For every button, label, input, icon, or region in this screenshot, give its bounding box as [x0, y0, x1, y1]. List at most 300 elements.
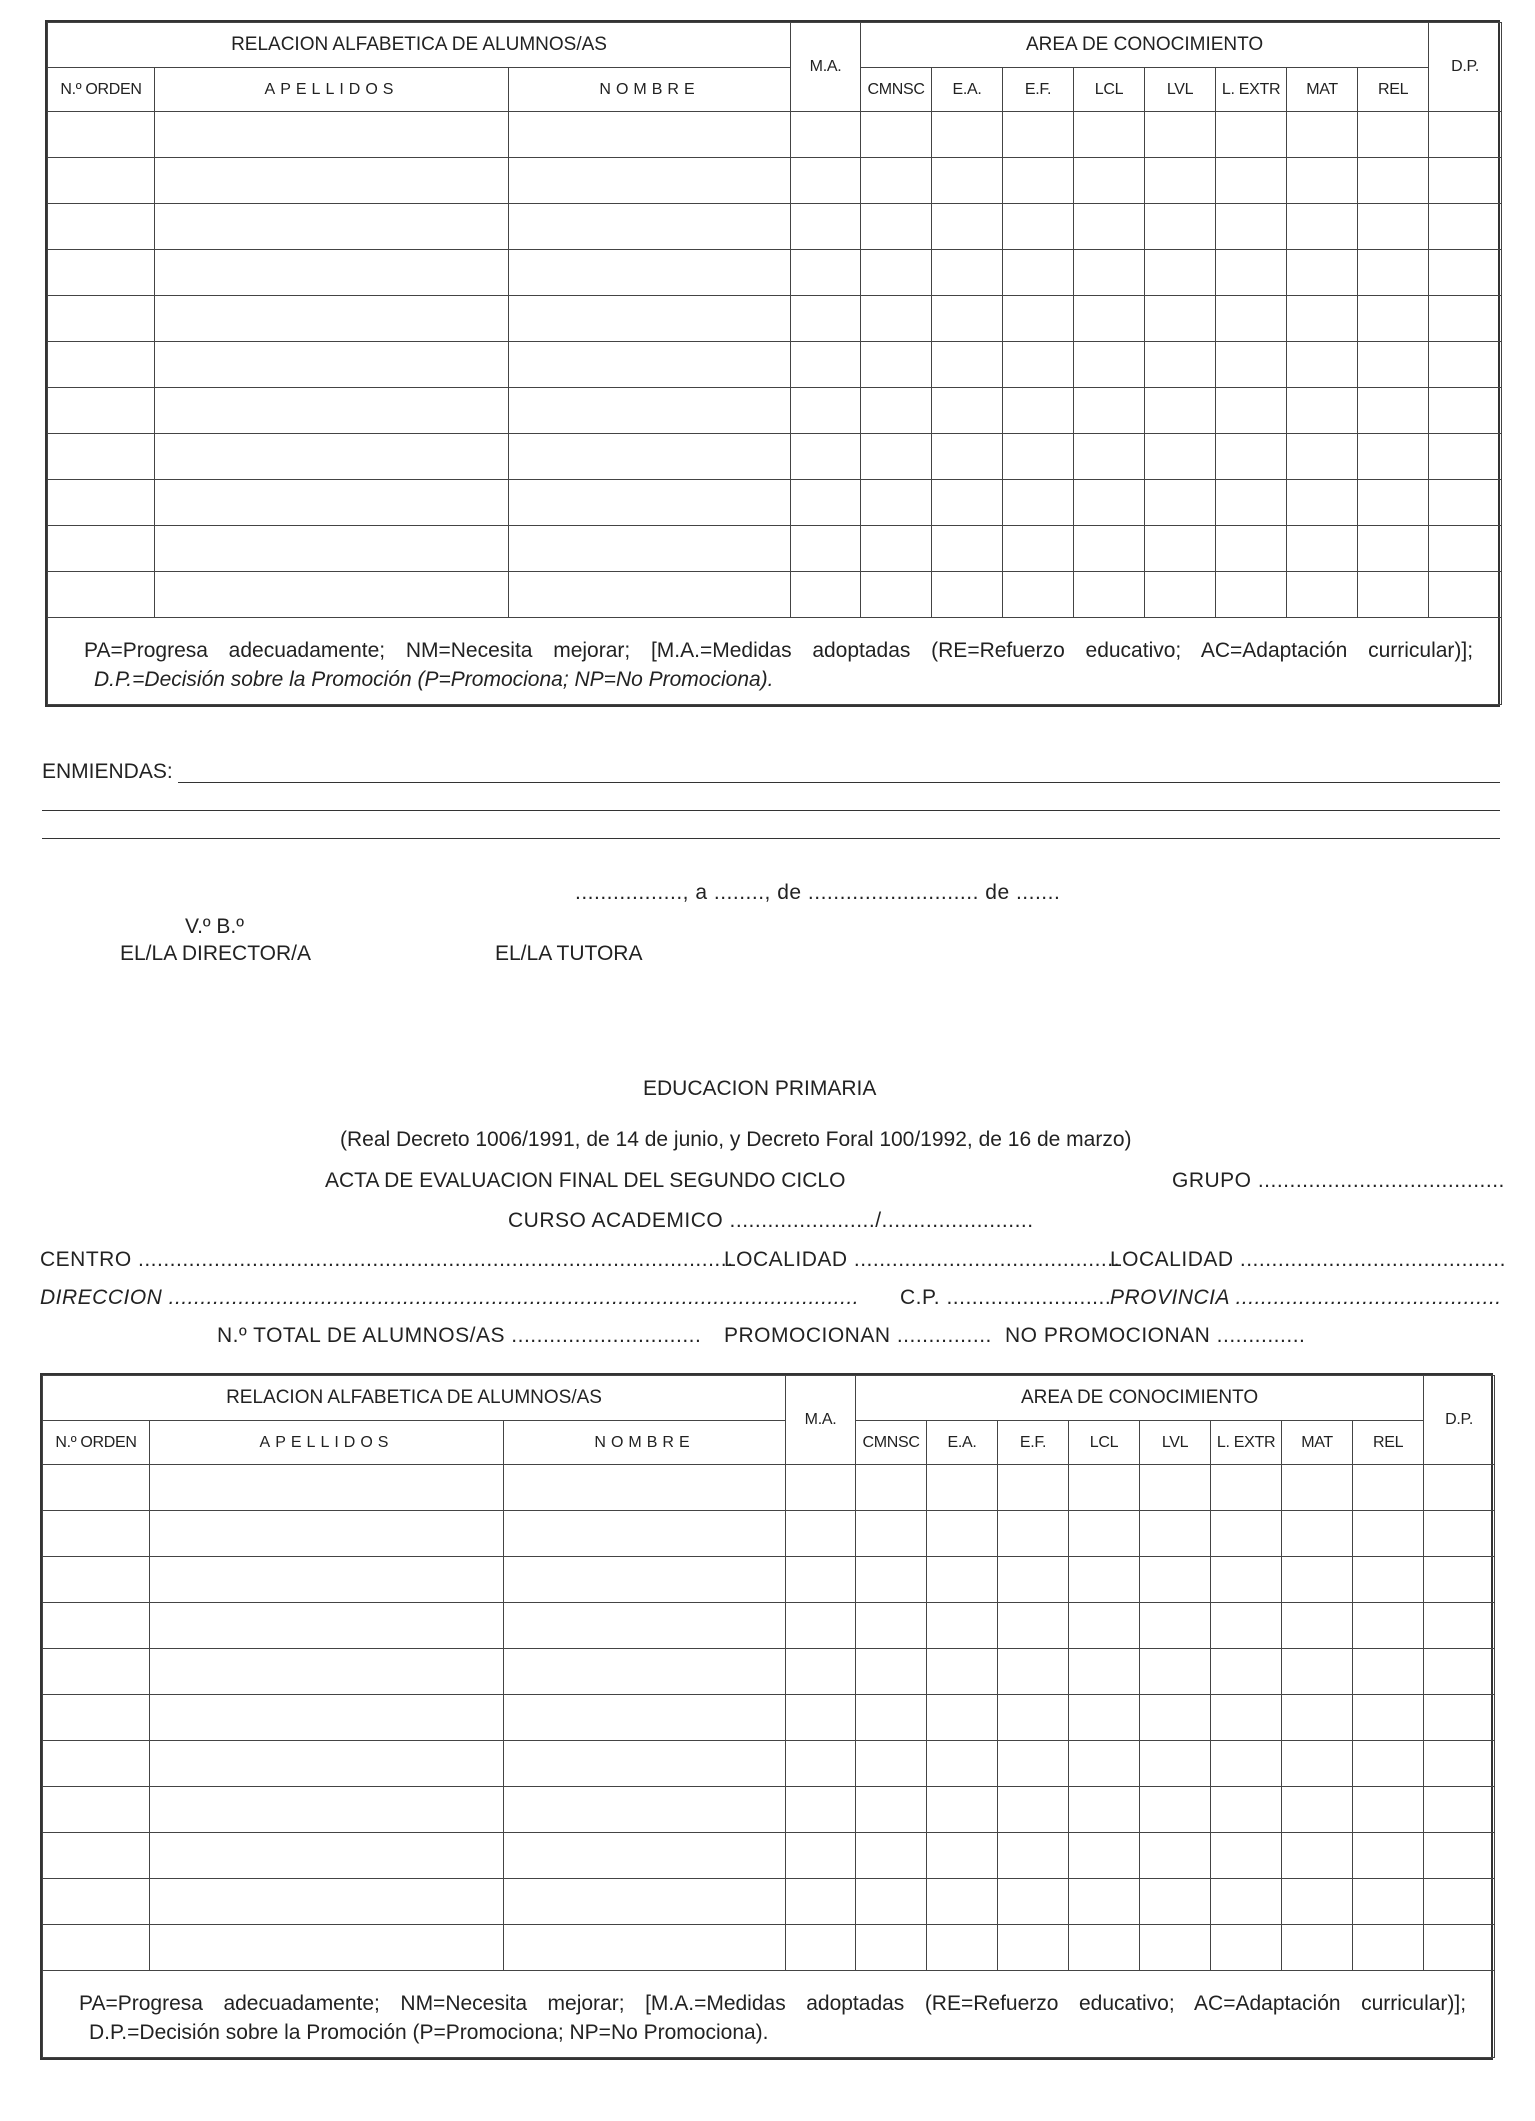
table-cell[interactable] [1003, 572, 1074, 618]
table-cell[interactable] [1211, 1879, 1282, 1925]
table-cell[interactable] [150, 1787, 504, 1833]
localidad-field-2[interactable]: LOCALIDAD .......................................... [1110, 1248, 1506, 1271]
table-cell[interactable] [1353, 1649, 1424, 1695]
table-cell[interactable] [1282, 1649, 1353, 1695]
table-cell[interactable] [43, 1511, 150, 1557]
table-cell[interactable] [1003, 480, 1074, 526]
table-cell[interactable] [43, 1787, 150, 1833]
table-cell[interactable] [1069, 1879, 1140, 1925]
promocionan-field[interactable]: PROMOCIONAN ............... [724, 1324, 992, 1347]
table-cell[interactable] [504, 1649, 786, 1695]
table-cell[interactable] [150, 1695, 504, 1741]
table-cell[interactable] [1074, 112, 1145, 158]
table-cell[interactable] [1424, 1695, 1495, 1741]
table-cell[interactable] [1358, 342, 1429, 388]
table-cell[interactable] [791, 480, 861, 526]
table-cell[interactable] [1358, 572, 1429, 618]
table-cell[interactable] [1424, 1511, 1495, 1557]
table-cell[interactable] [932, 158, 1003, 204]
table-cell[interactable] [786, 1557, 856, 1603]
table-cell[interactable] [1429, 296, 1502, 342]
table-cell[interactable] [1140, 1925, 1211, 1971]
table-cell[interactable] [1211, 1741, 1282, 1787]
table-cell[interactable] [1282, 1741, 1353, 1787]
table-cell[interactable] [509, 480, 791, 526]
table-cell[interactable] [1282, 1787, 1353, 1833]
table-cell[interactable] [1216, 158, 1287, 204]
table-cell[interactable] [791, 158, 861, 204]
table-cell[interactable] [1282, 1603, 1353, 1649]
table-cell[interactable] [504, 1925, 786, 1971]
table-cell[interactable] [1074, 158, 1145, 204]
table-cell[interactable] [1282, 1557, 1353, 1603]
table-cell[interactable] [1074, 480, 1145, 526]
table-cell[interactable] [1429, 434, 1502, 480]
table-cell[interactable] [155, 296, 509, 342]
centro-field[interactable]: CENTRO .............................................................................................. [40, 1248, 734, 1271]
table-cell[interactable] [504, 1465, 786, 1511]
table-cell[interactable] [786, 1787, 856, 1833]
table-cell[interactable] [791, 434, 861, 480]
table-cell[interactable] [1429, 572, 1502, 618]
table-cell[interactable] [1424, 1787, 1495, 1833]
table-cell[interactable] [1211, 1465, 1282, 1511]
table-cell[interactable] [48, 342, 155, 388]
table-cell[interactable] [504, 1741, 786, 1787]
table-cell[interactable] [861, 342, 932, 388]
table-cell[interactable] [791, 204, 861, 250]
table-cell[interactable] [856, 1833, 927, 1879]
table-cell[interactable] [48, 480, 155, 526]
table-cell[interactable] [1358, 296, 1429, 342]
table-cell[interactable] [1424, 1649, 1495, 1695]
table-cell[interactable] [43, 1465, 150, 1511]
table-cell[interactable] [786, 1925, 856, 1971]
table-cell[interactable] [1211, 1925, 1282, 1971]
table-cell[interactable] [1216, 204, 1287, 250]
table-cell[interactable] [1287, 434, 1358, 480]
table-cell[interactable] [1074, 572, 1145, 618]
table-cell[interactable] [1003, 158, 1074, 204]
table-cell[interactable] [1429, 204, 1502, 250]
table-cell[interactable] [1069, 1603, 1140, 1649]
table-cell[interactable] [1074, 526, 1145, 572]
table-cell[interactable] [1353, 1741, 1424, 1787]
table-cell[interactable] [932, 112, 1003, 158]
table-cell[interactable] [1429, 526, 1502, 572]
table-cell[interactable] [1353, 1695, 1424, 1741]
table-cell[interactable] [48, 204, 155, 250]
table-cell[interactable] [791, 572, 861, 618]
table-cell[interactable] [856, 1879, 927, 1925]
table-cell[interactable] [1353, 1833, 1424, 1879]
table-cell[interactable] [1145, 112, 1216, 158]
table-cell[interactable] [1424, 1741, 1495, 1787]
table-cell[interactable] [1003, 250, 1074, 296]
table-cell[interactable] [1069, 1833, 1140, 1879]
table-cell[interactable] [1074, 296, 1145, 342]
table-cell[interactable] [1287, 158, 1358, 204]
table-cell[interactable] [1216, 342, 1287, 388]
table-cell[interactable] [786, 1741, 856, 1787]
table-cell[interactable] [861, 434, 932, 480]
table-cell[interactable] [1216, 480, 1287, 526]
table-cell[interactable] [150, 1649, 504, 1695]
table-cell[interactable] [1140, 1695, 1211, 1741]
table-cell[interactable] [1074, 250, 1145, 296]
table-cell[interactable] [1282, 1879, 1353, 1925]
table-cell[interactable] [1145, 526, 1216, 572]
table-cell[interactable] [1216, 112, 1287, 158]
table-cell[interactable] [861, 480, 932, 526]
table-cell[interactable] [1069, 1787, 1140, 1833]
table-cell[interactable] [927, 1557, 998, 1603]
table-cell[interactable] [155, 572, 509, 618]
table-cell[interactable] [1353, 1603, 1424, 1649]
table-cell[interactable] [998, 1833, 1069, 1879]
table-cell[interactable] [1287, 526, 1358, 572]
table-cell[interactable] [856, 1603, 927, 1649]
table-cell[interactable] [1424, 1465, 1495, 1511]
table-cell[interactable] [1429, 158, 1502, 204]
table-cell[interactable] [1069, 1741, 1140, 1787]
table-cell[interactable] [1211, 1603, 1282, 1649]
table-cell[interactable] [1429, 342, 1502, 388]
table-cell[interactable] [1429, 112, 1502, 158]
table-cell[interactable] [1358, 480, 1429, 526]
table-cell[interactable] [1211, 1511, 1282, 1557]
table-cell[interactable] [998, 1465, 1069, 1511]
table-cell[interactable] [1140, 1649, 1211, 1695]
table-cell[interactable] [509, 250, 791, 296]
table-cell[interactable] [1216, 526, 1287, 572]
table-cell[interactable] [1216, 434, 1287, 480]
table-cell[interactable] [155, 158, 509, 204]
table-cell[interactable] [861, 526, 932, 572]
table-cell[interactable] [856, 1511, 927, 1557]
table-cell[interactable] [1140, 1557, 1211, 1603]
table-cell[interactable] [504, 1557, 786, 1603]
table-cell[interactable] [1140, 1787, 1211, 1833]
table-cell[interactable] [791, 388, 861, 434]
table-cell[interactable] [150, 1925, 504, 1971]
table-cell[interactable] [861, 158, 932, 204]
table-cell[interactable] [43, 1833, 150, 1879]
table-cell[interactable] [998, 1695, 1069, 1741]
table-cell[interactable] [43, 1603, 150, 1649]
table-cell[interactable] [1353, 1879, 1424, 1925]
table-cell[interactable] [998, 1787, 1069, 1833]
table-cell[interactable] [155, 388, 509, 434]
table-cell[interactable] [1069, 1649, 1140, 1695]
table-cell[interactable] [1069, 1557, 1140, 1603]
table-cell[interactable] [1145, 296, 1216, 342]
table-cell[interactable] [1074, 204, 1145, 250]
table-cell[interactable] [861, 388, 932, 434]
table-cell[interactable] [150, 1511, 504, 1557]
table-cell[interactable] [1003, 526, 1074, 572]
table-cell[interactable] [856, 1557, 927, 1603]
table-cell[interactable] [1287, 296, 1358, 342]
table-cell[interactable] [43, 1879, 150, 1925]
table-cell[interactable] [1211, 1557, 1282, 1603]
table-cell[interactable] [927, 1695, 998, 1741]
table-cell[interactable] [1216, 250, 1287, 296]
table-cell[interactable] [998, 1879, 1069, 1925]
table-cell[interactable] [150, 1603, 504, 1649]
table-cell[interactable] [43, 1557, 150, 1603]
table-cell[interactable] [861, 112, 932, 158]
table-cell[interactable] [150, 1465, 504, 1511]
table-cell[interactable] [150, 1741, 504, 1787]
table-cell[interactable] [932, 526, 1003, 572]
direccion-field[interactable]: DIRECCION ............................................................................................................. [40, 1286, 860, 1309]
table-cell[interactable] [1287, 342, 1358, 388]
table-cell[interactable] [43, 1925, 150, 1971]
table-cell[interactable] [504, 1603, 786, 1649]
table-cell[interactable] [1358, 158, 1429, 204]
table-cell[interactable] [1211, 1695, 1282, 1741]
table-cell[interactable] [150, 1557, 504, 1603]
table-cell[interactable] [1353, 1511, 1424, 1557]
table-cell[interactable] [786, 1465, 856, 1511]
table-cell[interactable] [150, 1879, 504, 1925]
table-cell[interactable] [1424, 1603, 1495, 1649]
table-cell[interactable] [856, 1465, 927, 1511]
table-cell[interactable] [932, 480, 1003, 526]
table-cell[interactable] [1287, 480, 1358, 526]
table-cell[interactable] [155, 342, 509, 388]
table-cell[interactable] [48, 296, 155, 342]
table-cell[interactable] [932, 572, 1003, 618]
table-cell[interactable] [1145, 204, 1216, 250]
table-cell[interactable] [48, 572, 155, 618]
table-cell[interactable] [1353, 1557, 1424, 1603]
table-cell[interactable] [1287, 572, 1358, 618]
table-cell[interactable] [998, 1557, 1069, 1603]
table-cell[interactable] [1358, 204, 1429, 250]
table-cell[interactable] [1140, 1465, 1211, 1511]
total-alumnos-field[interactable]: N.º TOTAL DE ALUMNOS/AS .............................. [217, 1324, 702, 1347]
table-cell[interactable] [1003, 388, 1074, 434]
table-cell[interactable] [1140, 1833, 1211, 1879]
table-cell[interactable] [1145, 158, 1216, 204]
table-cell[interactable] [1069, 1511, 1140, 1557]
table-cell[interactable] [48, 250, 155, 296]
table-cell[interactable] [998, 1925, 1069, 1971]
table-cell[interactable] [43, 1741, 150, 1787]
table-cell[interactable] [155, 204, 509, 250]
table-cell[interactable] [43, 1695, 150, 1741]
table-cell[interactable] [509, 526, 791, 572]
table-cell[interactable] [509, 434, 791, 480]
table-cell[interactable] [48, 112, 155, 158]
table-cell[interactable] [1287, 250, 1358, 296]
table-cell[interactable] [509, 112, 791, 158]
table-cell[interactable] [927, 1511, 998, 1557]
table-cell[interactable] [998, 1511, 1069, 1557]
table-cell[interactable] [1140, 1741, 1211, 1787]
table-cell[interactable] [48, 388, 155, 434]
table-cell[interactable] [43, 1649, 150, 1695]
table-cell[interactable] [1003, 296, 1074, 342]
table-cell[interactable] [504, 1787, 786, 1833]
table-cell[interactable] [1353, 1465, 1424, 1511]
localidad-field-1[interactable]: LOCALIDAD .......................................... [724, 1248, 1120, 1271]
table-cell[interactable] [927, 1879, 998, 1925]
table-cell[interactable] [1287, 112, 1358, 158]
table-cell[interactable] [932, 296, 1003, 342]
table-cell[interactable] [155, 480, 509, 526]
table-cell[interactable] [1003, 112, 1074, 158]
table-cell[interactable] [1211, 1787, 1282, 1833]
table-cell[interactable] [509, 296, 791, 342]
table-cell[interactable] [155, 526, 509, 572]
table-cell[interactable] [791, 526, 861, 572]
table-cell[interactable] [509, 572, 791, 618]
table-cell[interactable] [856, 1695, 927, 1741]
table-cell[interactable] [48, 158, 155, 204]
table-cell[interactable] [1216, 572, 1287, 618]
table-cell[interactable] [927, 1649, 998, 1695]
table-cell[interactable] [1353, 1787, 1424, 1833]
table-cell[interactable] [1074, 434, 1145, 480]
table-cell[interactable] [927, 1603, 998, 1649]
table-cell[interactable] [1282, 1511, 1353, 1557]
table-cell[interactable] [786, 1511, 856, 1557]
provincia-field[interactable]: PROVINCIA .......................................... [1110, 1286, 1502, 1309]
table-cell[interactable] [1145, 250, 1216, 296]
table-cell[interactable] [927, 1465, 998, 1511]
table-cell[interactable] [932, 342, 1003, 388]
table-cell[interactable] [155, 250, 509, 296]
table-cell[interactable] [786, 1879, 856, 1925]
table-cell[interactable] [509, 204, 791, 250]
table-cell[interactable] [1074, 342, 1145, 388]
table-cell[interactable] [504, 1833, 786, 1879]
table-cell[interactable] [1358, 388, 1429, 434]
table-cell[interactable] [1282, 1925, 1353, 1971]
table-cell[interactable] [998, 1603, 1069, 1649]
table-cell[interactable] [1358, 112, 1429, 158]
table-cell[interactable] [1358, 526, 1429, 572]
table-cell[interactable] [504, 1879, 786, 1925]
table-cell[interactable] [1429, 250, 1502, 296]
table-cell[interactable] [1069, 1925, 1140, 1971]
enmiendas-line-2[interactable] [42, 810, 1500, 811]
table-cell[interactable] [1145, 342, 1216, 388]
table-cell[interactable] [932, 388, 1003, 434]
cp-field[interactable]: C.P. .......................... [900, 1286, 1112, 1309]
table-cell[interactable] [1145, 388, 1216, 434]
no-promocionan-field[interactable]: NO PROMOCIONAN .............. [1005, 1324, 1306, 1347]
table-cell[interactable] [861, 572, 932, 618]
table-cell[interactable] [786, 1833, 856, 1879]
table-cell[interactable] [1145, 572, 1216, 618]
table-cell[interactable] [861, 296, 932, 342]
table-cell[interactable] [504, 1695, 786, 1741]
table-cell[interactable] [504, 1511, 786, 1557]
table-cell[interactable] [1429, 480, 1502, 526]
table-cell[interactable] [791, 112, 861, 158]
table-cell[interactable] [1429, 388, 1502, 434]
enmiendas-line-3[interactable] [42, 838, 1500, 839]
table-cell[interactable] [1140, 1511, 1211, 1557]
table-cell[interactable] [932, 434, 1003, 480]
table-cell[interactable] [786, 1603, 856, 1649]
table-cell[interactable] [786, 1649, 856, 1695]
table-cell[interactable] [1074, 388, 1145, 434]
table-cell[interactable] [856, 1787, 927, 1833]
table-cell[interactable] [786, 1695, 856, 1741]
table-cell[interactable] [1287, 204, 1358, 250]
table-cell[interactable] [932, 204, 1003, 250]
table-cell[interactable] [1003, 434, 1074, 480]
table-cell[interactable] [861, 250, 932, 296]
table-cell[interactable] [1424, 1925, 1495, 1971]
table-cell[interactable] [927, 1741, 998, 1787]
table-cell[interactable] [150, 1833, 504, 1879]
table-cell[interactable] [155, 434, 509, 480]
table-cell[interactable] [1424, 1833, 1495, 1879]
table-cell[interactable] [1424, 1557, 1495, 1603]
table-cell[interactable] [932, 250, 1003, 296]
table-cell[interactable] [791, 250, 861, 296]
table-cell[interactable] [861, 204, 932, 250]
table-cell[interactable] [1282, 1833, 1353, 1879]
table-cell[interactable] [1287, 388, 1358, 434]
table-cell[interactable] [791, 296, 861, 342]
table-cell[interactable] [856, 1925, 927, 1971]
table-cell[interactable] [927, 1787, 998, 1833]
table-cell[interactable] [1003, 342, 1074, 388]
table-cell[interactable] [791, 342, 861, 388]
table-cell[interactable] [48, 434, 155, 480]
table-cell[interactable] [1353, 1925, 1424, 1971]
table-cell[interactable] [1211, 1649, 1282, 1695]
table-cell[interactable] [1003, 204, 1074, 250]
curso-field[interactable]: CURSO ACADEMICO ......................./........................ [508, 1209, 1034, 1232]
table-cell[interactable] [1216, 296, 1287, 342]
table-cell[interactable] [856, 1649, 927, 1695]
table-cell[interactable] [509, 388, 791, 434]
table-cell[interactable] [1140, 1603, 1211, 1649]
table-cell[interactable] [509, 342, 791, 388]
table-cell[interactable] [509, 158, 791, 204]
table-cell[interactable] [998, 1741, 1069, 1787]
table-cell[interactable] [1282, 1465, 1353, 1511]
table-cell[interactable] [998, 1649, 1069, 1695]
table-cell[interactable] [1282, 1695, 1353, 1741]
table-cell[interactable] [1069, 1465, 1140, 1511]
table-cell[interactable] [1424, 1879, 1495, 1925]
table-cell[interactable] [1211, 1833, 1282, 1879]
table-cell[interactable] [1140, 1879, 1211, 1925]
table-cell[interactable] [1069, 1695, 1140, 1741]
table-cell[interactable] [927, 1833, 998, 1879]
grupo-field[interactable]: GRUPO ....................................... [1172, 1169, 1505, 1192]
table-cell[interactable] [1145, 434, 1216, 480]
table-cell[interactable] [856, 1741, 927, 1787]
table-cell[interactable] [1216, 388, 1287, 434]
table-cell[interactable] [155, 112, 509, 158]
table-cell[interactable] [48, 526, 155, 572]
enmiendas-line-1[interactable] [178, 782, 1500, 783]
table-cell[interactable] [1145, 480, 1216, 526]
table-cell[interactable] [927, 1925, 998, 1971]
table-cell[interactable] [1358, 250, 1429, 296]
table-cell[interactable] [1358, 434, 1429, 480]
